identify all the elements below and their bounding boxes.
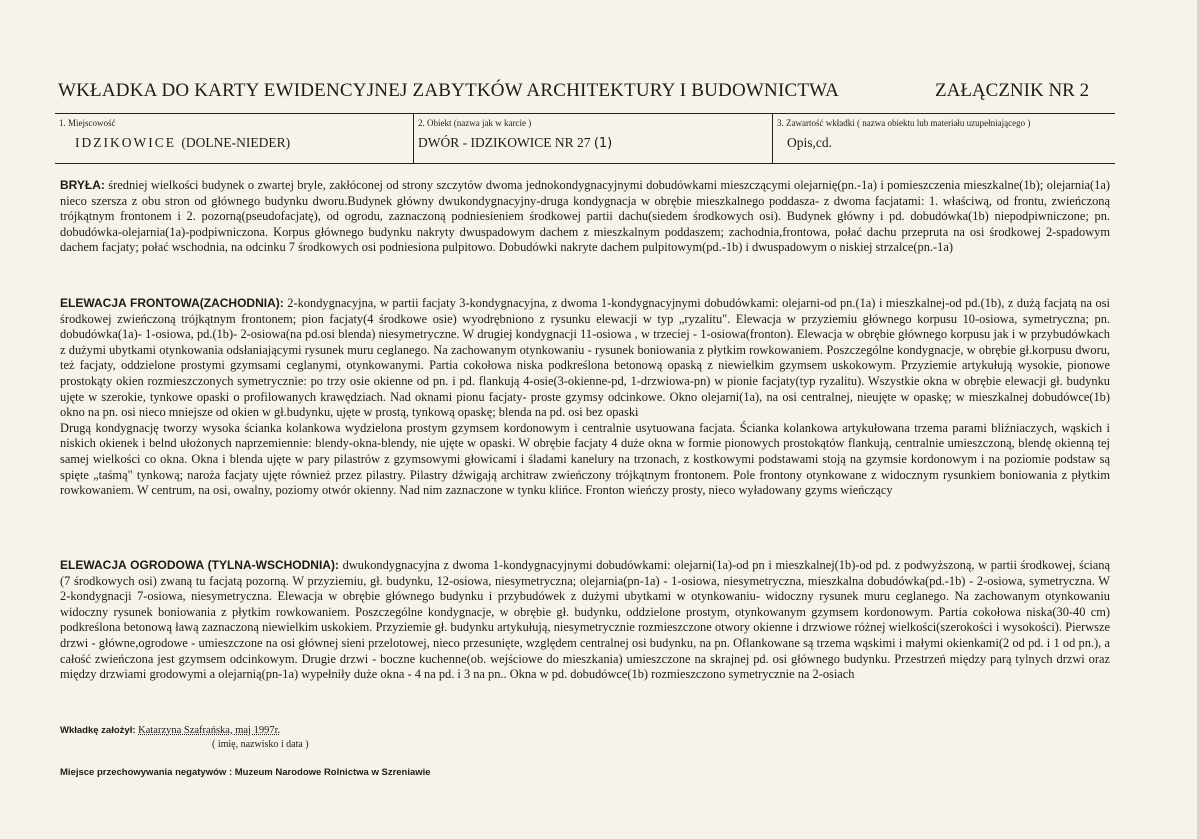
front-heading: ELEWACJA FRONTOWA(ZACHODNIA): <box>60 296 284 310</box>
object-name: DWÓR - IDZIKOWICE NR 27 <box>418 135 591 150</box>
storage-line: Miejsce przechowywania negatywów : Muzeum Narodowe Rolnictwa w Szreniawie <box>60 767 431 778</box>
locality-alt-name: (DOLNE-NIEDER) <box>181 135 291 150</box>
locality-label: 1. Miejscowość <box>59 118 116 128</box>
garden-text: dwukondygnacyjna z dwoma 1-kondygnacyjnymi dobudówkami: olejarni(1a)-od pn i mieszkalnej(1b)-od pd. z podwyższoną, w partii środkowej, ścianą (7 środkowych osi) zwaną tu facjatą pozorną. W przyziemiu, gł. budynku, 12-osiowa, niesymetryczna; olejarnia(pn-1a) - 1-osiowa, niesymetryczna, mieszkalna dobudówka(pd.-1b) - 2-osiowa, symetryczna. W 2-kondygnacji 7-osiowa, niesymetryczna. Elewacja w obrębie głównego budynku i przybudówek z dużymi ubytkami w otynkowaniu- widoczny rysunek muru ceglanego. Na zachowanym otynkowaniu widoczny rysunek boniowania z płytkim rowkowaniem. Poszczególne kondygnacje, w obrębie gł. budynku, oddzielone prostym, otynkowanym gzymsem kordonowym. Partia cokołowa niska(30-40 cm) podkreślona betonową ławą zaznaczoną niewielkim uskokiem. Przyziemie gł. budynku artykułują, niesymetrycznie rozmieszczone otwory okienne i drzwiowe różnej wielkości(szerokości i wysokości). Pierwsze drzwi - główne,ogrodowe - umieszczone na osi głównej sieni przelotowej, nieco przesunięte, względem centralnej osi budynku, na pn. Oflankowane są trzema wąskimi i małymi okienkami(2 od pd. i 1 od pn.), a całość zwieńczona jest gzymsem odcinkowym. Drugie drzwi - boczne kuchenne(ob. wejściowe do mieszkania) umieszczone na skrajnej pd. osi głównego budynku. Przestrzeń między parą tylnych drzwi oraz między drzwiami grodowymi a olejarnią(pn-1a) wypełniły duże okna - 4 na pd. i 3 na pn.. Okna w pd. dobudówce(1b) rozmieszczono symetrycznie na 2-osiach <box>60 558 1110 682</box>
garden-heading: ELEWACJA OGRODOWA (TYLNA-WSCHODNIA): <box>60 558 339 572</box>
contents-label: 3. Zawartość wkładki ( nazwa obiektu lub materiału uzupełniającego ) <box>777 118 1031 128</box>
object-cell <box>413 114 773 163</box>
author-value: Katarzyna Szafrańska, maj 1997r. <box>138 725 281 736</box>
locality-value <box>75 135 290 151</box>
annex-number: ZAŁĄCZNIK NR 2 <box>935 80 1090 101</box>
bryla-text: średniej wielkości budynek o zwartej bryle, zakłóconej od strony szczytów dwoma jednokondygnacyjnymi dobudówkami mieszczącymi olejarnię(pn.-1a) i pomieszczenia mieszkalne(1b); olejarnia(1a) nieco szersza z obu stron od głównego budynku dworu.Budynek główny dwukondygnacyjny-druga kondygnacja w obrębie mieszkalnego poddasza- z dwoma facjatami: 1. właściwą, od frontu, zwieńczoną trójkątnym frontonem i 2. pozorną(pseudofacjatę), od ogrodu, zaznaczoną podniesieniem środkowej partii dachu(siedem środkowych osi). Budynek główny i pd. dobudówka(1b) niepodpiwniczone; pn. dobudówka-olejarnia(1a)-podpiwniczona. Korpus głównego budynku nakryty dwuspadowym dachem z mieszkalnym poddaszem; zachodnia,frontowa, połać dachu przepruta na osi środkowej 2-spadowym dachem facjaty; połać wschodnia, na odcinku 7 środkowych osi podniesiona pulpitowo. Dobudówki nakryte dachem pulpitowym(pd.-1b) i dwuspadowym o niskiej strzalce(pn.-1a) <box>60 178 1110 255</box>
author-caption: ( imię, nazwisko i data ) <box>212 739 309 750</box>
contents-cell <box>772 114 1116 163</box>
locality-name: IDZIKOWICE <box>75 135 176 150</box>
contents-value: Opis,cd. <box>787 135 832 150</box>
document-title: WKŁADKA DO KARTY EWIDENCYJNEJ ZABYTKÓW ARCHITEKTURY I BUDOWNICTWA <box>58 80 840 101</box>
bryla-paragraph <box>60 178 1110 256</box>
bryla-heading: BRYŁA: <box>60 178 105 192</box>
author-label: Wkładkę założył: <box>60 725 136 736</box>
author-line <box>60 725 280 736</box>
locality-cell <box>55 114 413 163</box>
front-text: 2-kondygnacyjna, w partii facjaty 3-kondygnacyjna, z dwoma 1-kondygnacyjnymi dobudówkami: olejarni-od pn.(1a) i mieszkalnej-od pd.(1b), z dużą facjatą na osi środkowej zwieńczoną trójkątnym frontonem; pion facjaty(4 środkowe osie) wyodrębniono z rysunku elewacji w typ „ryzalitu". Elewacja w przyziemiu głównego korpusu 10-osiowa, symetryczna; pn. dobudówka(1a)- 1-osiowa, pd.(1b)- 2-osiowa(na pd.osi blenda) niesymetryczne. W drugiej kondygnacji 11-osiowa , w trzeciej - 1-osiowa(fronton). Elewacja w obrębie głównego korpusu jak i w przybudówkach z dużymi ubytkami otynkowania odsłaniającymi rysunek muru ceglanego. Na zachowanym otynkowaniu - rysunek boniowania z płytkim rowkowaniem. Poszczególne kondygnacje, w obrębie gł.korpusu dworu, też facjaty, oddzielone prostymi gzymsami ceglanymi, otynkowanymi. Partia cokołowa niska podkreślona betonową opaską z niewielkim gzymsem uskokowym. Przyziemie artykułują wysokie, pionowe prostokąty okien rozmieszczonych symetrycznie: po trzy osie okienne od pn. i pd. flankują 4-osie(3-okienne-pd, 1-drzwiowa-pn) w pionie facjaty(typ ryzalitu). Wszystkie okna w obrębie elewacji gł. budynku ujęte w szerokie, tynkowe opaski o profilowanych krawędziach. Nad oknami pionu facjaty- proste gzymsy odcinkowe. Okno olejarni(1a), na osi centralnej, nieujęte w opaskę; w mieszkalnej dobudówce(1b) okno na pn. osi nieco mniejsze od okien w gł.budynku, ujęte w prostą, tynkową opaskę; blenda na pd. osi bez opaski <box>60 296 1110 420</box>
object-value <box>418 135 612 151</box>
garden-paragraph <box>60 558 1110 683</box>
front-paragraph <box>60 296 1110 421</box>
section-bryla <box>60 178 1110 256</box>
object-handwritten-mark: (1) <box>593 136 613 151</box>
front-paragraph-2: Drugą kondygnację tworzy wysoka ścianka kolankowa wydzielona prostym gzymsem kordonowym i centralnie usytuowana facjata. Ścianka kolankowa artykułowana trzema parami bliźniaczych, wąskich i niskich okienek i belnd ułożonych naprzemiennie: blendy-okna-blendy, nie ujęte w opaski. W obrębie facjaty 4 duże okna w formie pionowych prostokątów flankują, centralnie umieszczoną, blendę okienną tej samej wielkości co okna. Okna i blenda ujęte w pary pilastrów z gzymsowymi głowicami i śladami kanelury na trzonach, z kostkowymi podstawami stoją na gzymsie kordonowym i na poziomie podstaw są spięte „taśmą" tynkową; naroża facjaty ujęte również przez pilastry. Pilastry dźwigają architraw zwieńczony trójkątnym frontonem. Pole frontony otynkowane z widocznym rysunkiem boniowania z płytkim rowkowaniem. W centrum, na osi, owalny, poziomy otwór okienny. Nad nim zaznaczone w tynku klińce. Fronton wieńczy prosty, nieco wyładowany gzyms wieńczący <box>60 420 1110 498</box>
section-garden-elevation <box>60 558 1110 683</box>
object-label: 2. Obiekt (nazwa jak w karcie ) <box>418 118 532 128</box>
form-fields-row <box>55 113 1115 164</box>
section-front-elevation <box>60 296 1110 499</box>
